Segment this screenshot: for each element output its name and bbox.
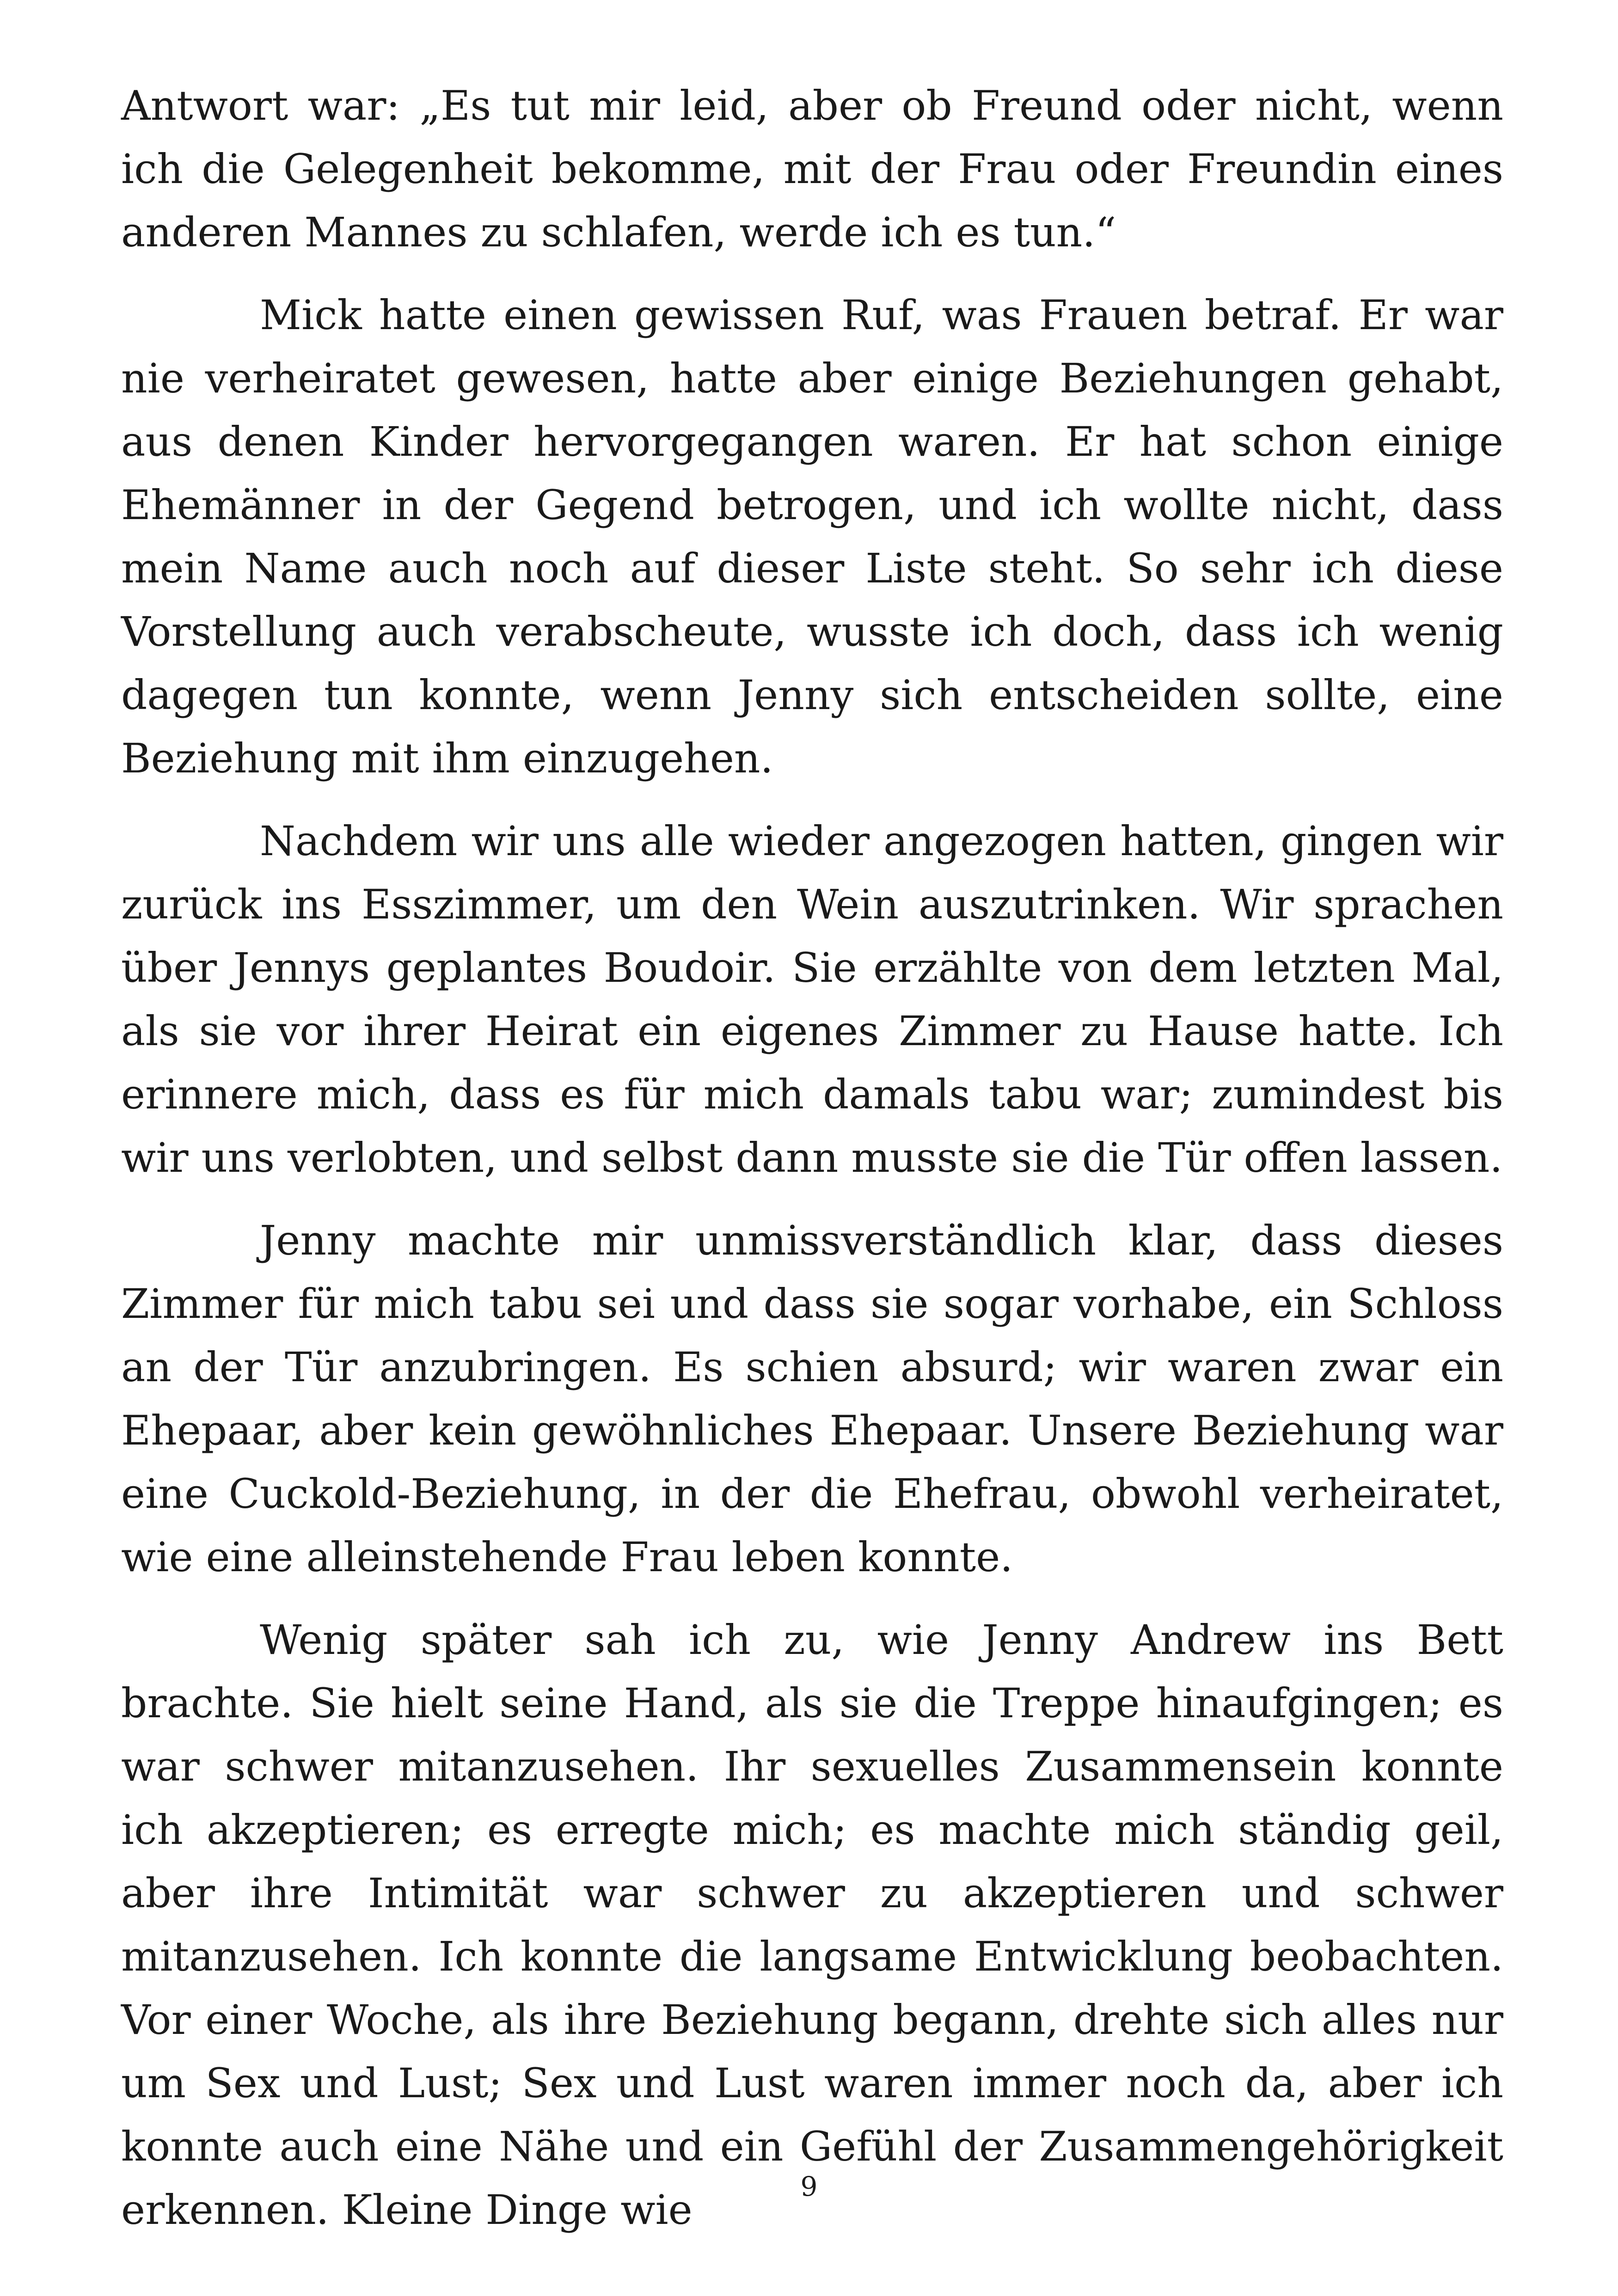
page-number: 9 <box>800 2171 818 2202</box>
paragraph-2: Mick hatte einen gewissen Ruf, was Frauen betraf. Er war nie verheiratet gewesen, hatte aber einige Beziehungen gehabt, aus denen Kinder hervorgegangen waren. Er hat schon einige Ehemänner in der Gegend betrogen, und ich wollte nicht, dass mein Name auch noch auf dieser Liste steht. So sehr ich diese Vorstellung auch verabscheute, wusste ich doch, dass ich wenig dagegen tun konnte, wenn Jenny sich entscheiden sollte, eine Beziehung mit ihm einzugehen. <box>121 291 1503 782</box>
paragraph-5: Wenig später sah ich zu, wie Jenny Andrew ins Bett brachte. Sie hielt seine Hand, als sie die Treppe hinaufgingen; es war schwer mitanzusehen. Ihr sexuelles Zusammensein konnte ich akzeptieren; es erregte mich; es machte mich ständig geil, aber ihre Intimität war schwer zu akzeptieren und schwer mitanzusehen. Ich konnte die langsame Entwicklung beobachten. Vor einer Woche, als ihre Beziehung begann, drehte sich alles nur um Sex und Lust; Sex und Lust waren immer noch da, aber ich konnte auch eine Nähe und ein Gefühl der Zusammengehörigkeit erkennen. Kleine Dinge wie <box>121 1616 1503 2234</box>
paragraph-3: Nachdem wir uns alle wieder angezogen hatten, gingen wir zurück ins Esszimmer, um den Wein auszutrinken. Wir sprachen über Jennys geplantes Boudoir. Sie erzählte von dem letzten Mal, als sie vor ihrer Heirat ein eigenes Zimmer zu Hause hatte. Ich erinnere mich, dass es für mich damals tabu war; zumindest bis wir uns verlobten, und selbst dann musste sie die Tür offen lassen. <box>121 817 1503 1182</box>
document-page <box>121 74 1503 2234</box>
paragraph-1: Antwort war: „Es tut mir leid, aber ob Freund oder nicht, wenn ich die Gelegenheit bekomme, mit der Frau oder Freundin eines anderen Mannes zu schlafen, werde ich es tun.“ <box>121 82 1503 256</box>
paragraph-4: Jenny machte mir unmissverständlich klar, dass dieses Zimmer für mich tabu sei und dass sie sogar vorhabe, ein Schloss an der Tür anzubringen. Es schien absurd; wir waren zwar ein Ehepaar, aber kein gewöhnliches Ehepaar. Unsere Beziehung war eine Cuckold-Beziehung, in der die Ehefrau, obwohl verheiratet, wie eine alleinstehende Frau leben konnte. <box>121 1217 1503 1581</box>
